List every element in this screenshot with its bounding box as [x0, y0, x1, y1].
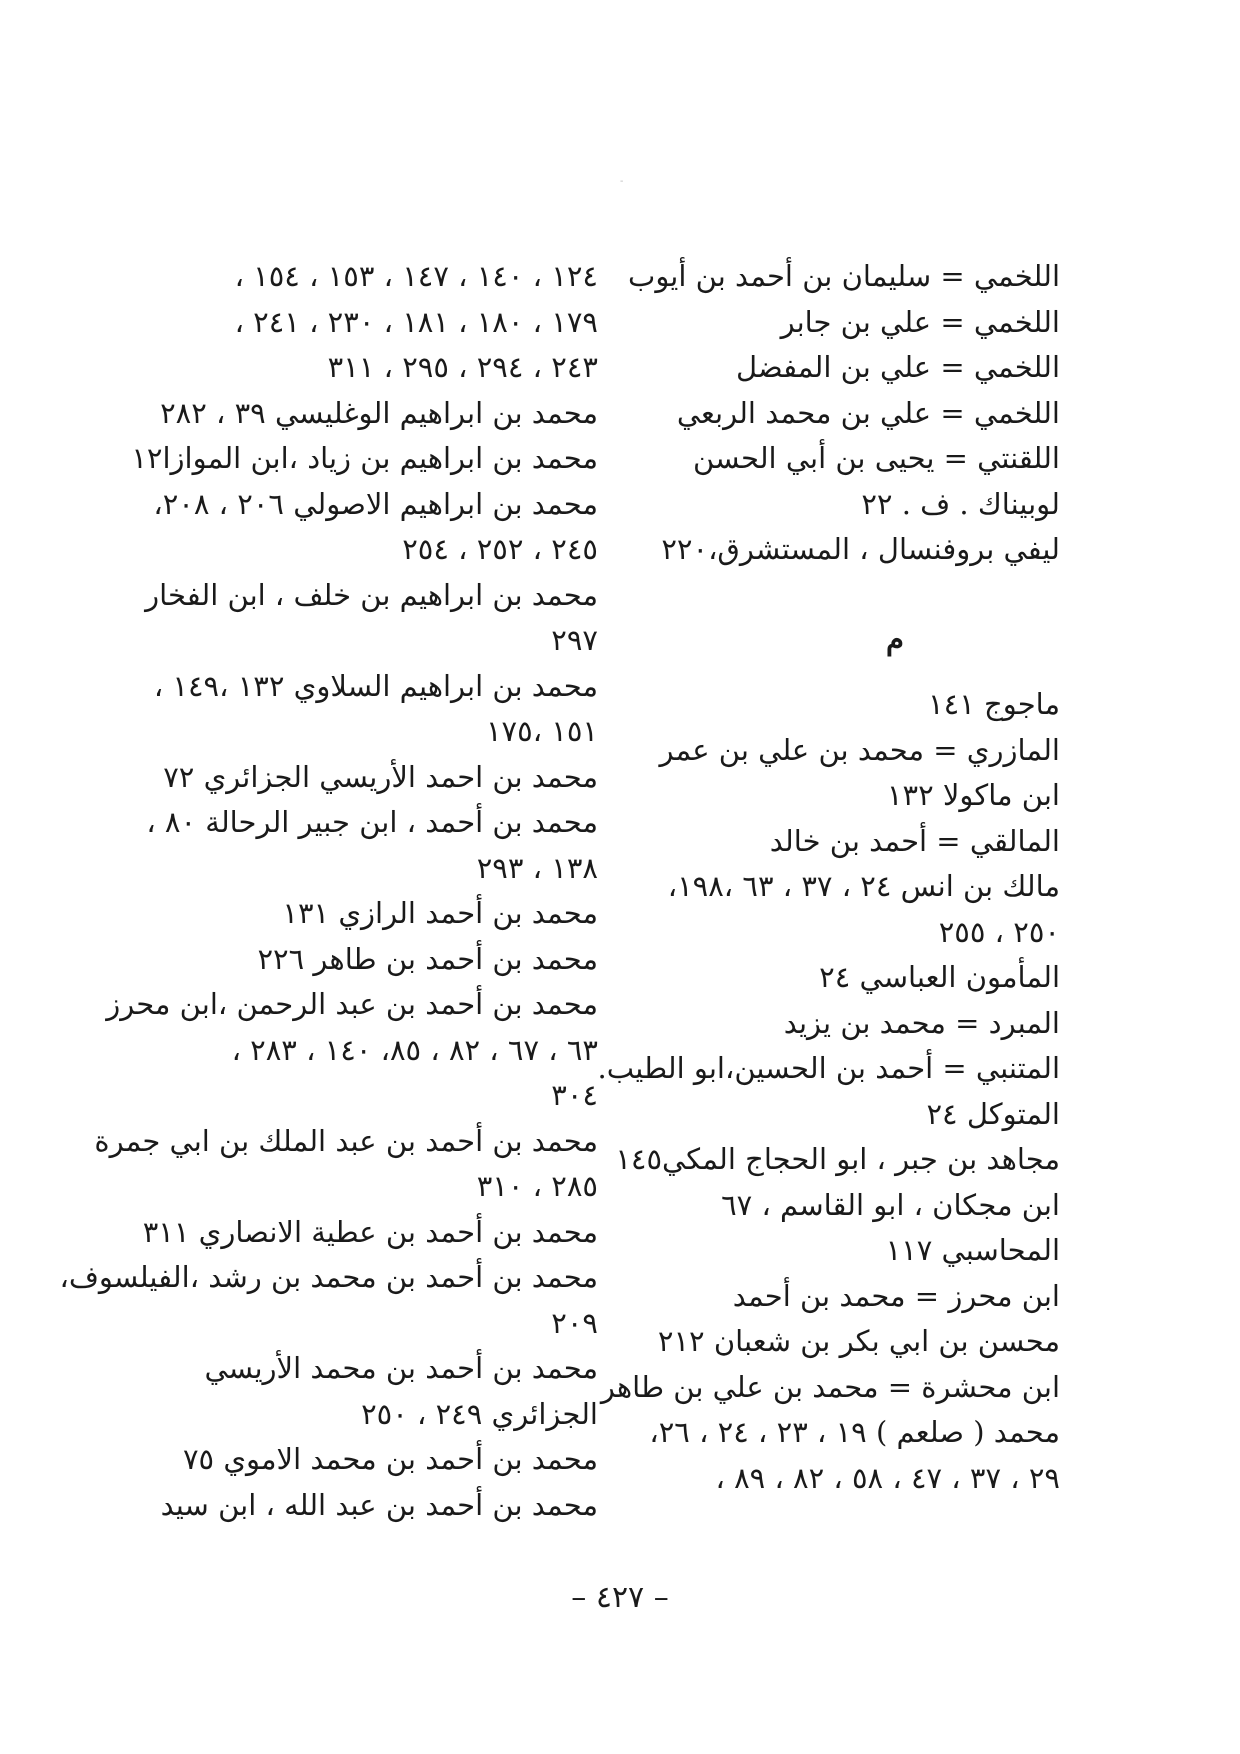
index-entry: ١٧٩ ، ١٨٠ ، ١٨١ ، ٢٣٠ ، ٢٤١ ،	[234, 304, 598, 339]
index-entry: ابن محرز = محمد بن أحمد	[732, 1278, 1060, 1313]
index-entry: ٢٩٧	[551, 623, 598, 657]
index-entry: ليفي بروفنسال ، المستشرق،٢٢٠	[661, 532, 1060, 566]
section-letter-heading: م	[886, 621, 904, 656]
index-entry: اللقنتي = يحيى بن أبي الحسن	[693, 441, 1060, 475]
index-entry: ابن ماكولا ١٣٢	[886, 778, 1060, 812]
index-entry: ٢٩ ، ٣٧ ، ٤٧ ، ٥٨ ، ٨٢ ، ٨٩ ،	[715, 1460, 1060, 1495]
index-entry: المازري = محمد بن علي بن عمر	[659, 732, 1060, 767]
index-entry: ١٣٨ ، ٢٩٣	[476, 850, 598, 885]
index-entry: محمد ( صلعم ) ١٩ ، ٢٣ ، ٢٤ ، ٢٦،	[649, 1415, 1060, 1449]
index-entry: محمد بن ابراهيم بن زياد ،ابن الموازا١٢	[131, 441, 598, 475]
index-entry: محمد بن أحمد بن عبد الله ، ابن سيد	[160, 1487, 598, 1522]
index-entry: محمد بن أحمد بن عطية الانصاري ٣١١	[142, 1214, 598, 1249]
scan-speck: -	[620, 176, 624, 187]
index-entry: محمد بن أحمد ، ابن جبير الرحالة ٨٠ ،	[146, 805, 598, 839]
index-entry: المتوكل ٢٤	[926, 1096, 1060, 1131]
index-entry: محمد بن أحمد بن عبد الرحمن ،ابن محرز	[106, 987, 598, 1021]
index-entry: ابن مجكان ، ابو القاسم ، ٦٧	[721, 1187, 1060, 1222]
index-entry: المأمون العباسي ٢٤	[819, 960, 1060, 994]
index-entry: المبرد = محمد بن يزيد	[783, 1005, 1060, 1040]
section-gap	[620, 573, 1060, 595]
index-entry: ماجوج ١٤١	[928, 687, 1060, 721]
index-entry: محمد بن ابراهيم بن خلف ، ابن الفخار	[145, 577, 598, 612]
index-entry: ٢٨٥ ، ٣١٠	[476, 1169, 598, 1203]
bottom-entries	[597, 682, 1060, 1501]
index-entry: ٣٠٤	[551, 1078, 598, 1112]
index-entry: محمد بن أحمد بن محمد الأريسي	[204, 1351, 598, 1385]
index-entry: محمد بن أحمد بن عبد الملك بن ابي جمرة	[94, 1123, 598, 1158]
index-entry: محمد بن أحمد الرازي ١٣١	[282, 896, 598, 930]
index-entry: ٢٠٩	[551, 1305, 598, 1340]
index-entry: محمد بن أحمد بن طاهر ٢٢٦	[257, 941, 598, 976]
index-entry: محمد بن احمد الأريسي الجزائري ٧٢	[163, 759, 598, 794]
index-entry: المحاسبي ١١٧	[885, 1233, 1060, 1267]
index-entry: ابن محشرة = محمد بن علي بن طاهر	[600, 1369, 1060, 1404]
index-entry: ٦٣ ، ٦٧ ، ٨٢ ، ٨٥، ١٤٠ ، ٢٨٣ ،	[231, 1032, 598, 1067]
index-entry: محمد بن ابراهيم الاصولي ٢٠٦ ، ٢٠٨،	[153, 486, 598, 521]
index-entry: اللخمي = سليمان بن أحمد بن أيوب	[628, 259, 1060, 293]
index-entry: محمد بن ابراهيم السلاوي ١٣٢ ،١٤٩ ،	[153, 668, 598, 703]
index-entry: ٢٥٠ ، ٢٥٥	[938, 914, 1060, 949]
index-entry: اللخمي = علي بن محمد الربعي	[676, 395, 1060, 430]
index-entry: المتنبي = أحمد بن الحسين،ابو الطيب.	[597, 1051, 1060, 1085]
index-entry: محمد بن ابراهيم الوغليسي ٣٩ ، ٢٨٢	[160, 395, 598, 430]
index-entry: مجاهد بن جبر ، ابو الحجاج المكي١٤٥	[615, 1142, 1060, 1176]
index-column-right	[597, 254, 1060, 1501]
index-entry: ١٢٤ ، ١٤٠ ، ١٤٧ ، ١٥٣ ، ١٥٤ ،	[234, 259, 598, 293]
index-entry: محمد بن أحمد بن محمد الاموي ٧٥	[182, 1442, 598, 1476]
top-entries	[620, 254, 1060, 573]
index-entry: ٢٤٥ ، ٢٥٢ ، ٢٥٤	[402, 532, 598, 566]
index-entry: ٢٤٣ ، ٢٩٤ ، ٢٩٥ ، ٣١١	[327, 350, 598, 384]
index-entry: اللخمي = علي بن جابر	[780, 304, 1060, 339]
page-number: – ٤٢٧ –	[571, 1580, 669, 1615]
index-entry: المالقي = أحمد بن خالد	[769, 823, 1060, 858]
index-entry: الجزائري ٢٤٩ ، ٢٥٠	[361, 1396, 598, 1431]
index-entry: اللخمي = علي بن المفضل	[736, 350, 1060, 384]
index-entry: ١٥١ ،١٧٥	[485, 714, 598, 748]
index-entry: لوبيناك . ف . ٢٢	[861, 486, 1060, 521]
index-column-left	[59, 254, 598, 1528]
index-entry: مالك بن انس ٢٤ ، ٣٧ ، ٦٣ ،١٩٨،	[667, 869, 1060, 903]
index-entry: محسن بن ابي بكر بن شعبان ٢١٢	[657, 1324, 1060, 1358]
index-entry: محمد بن أحمد بن محمد بن رشد ،الفيلسوف،	[59, 1260, 598, 1294]
